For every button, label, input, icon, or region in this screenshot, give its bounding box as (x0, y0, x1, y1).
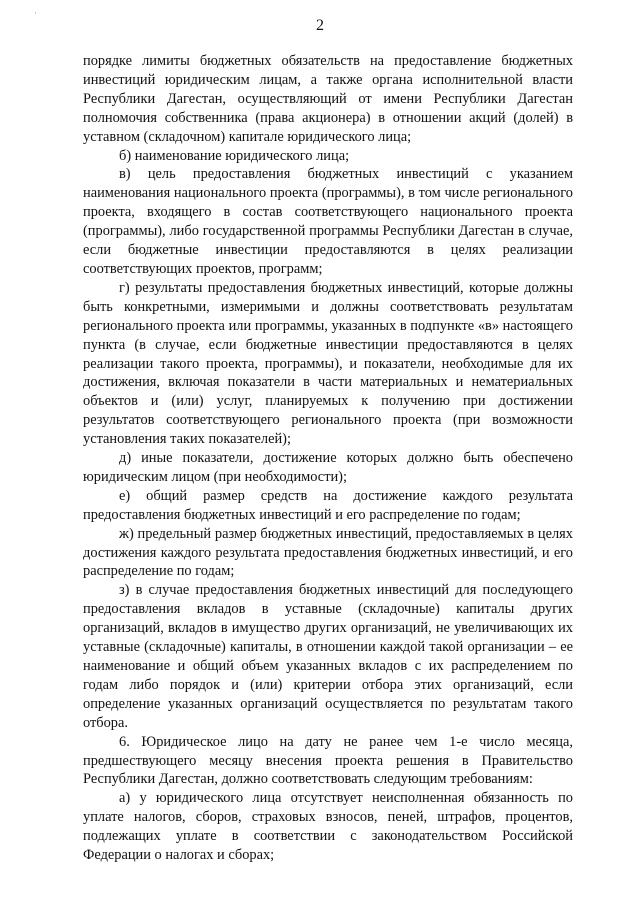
paragraph: з) в случае предоставления бюджетных инвестиций для последующего предоставления вкладов в уставные (складочные) капиталы других организаций, вкладов в имущество других организаций, не увеличивающих их уставные (складочные) капиталы, в отношении каждой такой организации – ее наименование и общий объем указанных вкладов с их распределением по годам либо порядок и (или) критерии отбора этих организаций, если определение указанных организаций осуществляется по результатам такого отбора. (83, 582, 573, 731)
paragraph: 6. Юридическое лицо на дату не ранее чем 1-е число месяца, предшествующего месяцу внесения проекта решения в Правительство Республики Дагестан, должно соответствовать следующим требованиям: (83, 733, 573, 788)
paragraph: д) иные показатели, достижение которых должно быть обеспечено юридическим лицом (при необходимости); (83, 450, 573, 485)
paragraph: е) общий размер средств на достижение каждого результата предоставления бюджетных инвестиций и его распределение по годам; (83, 487, 573, 523)
paragraph: ж) предельный размер бюджетных инвестиций, предоставляемых в целях достижения каждого результата предоставления бюджетных инвестиций, и его распределение по годам; (83, 525, 573, 580)
paragraph: б) наименование юридического лица; (119, 147, 350, 164)
paragraph: г) результаты предоставления бюджетных инвестиций, которые должны быть конкретными, измеримыми и должны соответствовать результатам регионального проекта или программы, указанных в подпункте «в» настоящего пункта (в случае, если бюджетные инвестиции предоставляются в целях реализации такого проекта, программы), и показатели, необходимые для их достижения, включая показатели в части материальных и нематериальных объектов и (или) услуг, планируемых к получению при достижении результатов соответствующего регионального проекта (при возможности установления таких показателей); (83, 279, 573, 448)
paragraph: а) у юридического лица отсутствует неисполненная обязанность по уплате налогов, сборов, страховых взносов, пеней, штрафов, процентов, подлежащих уплате в соответствии с законодательством Российской Федерации о налогах и сборах; (83, 790, 573, 864)
page-number: 2 (316, 17, 324, 34)
paragraph: в) цель предоставления бюджетных инвестиций с указанием наименования национального проекта (программы), в том числе регионального проекта, входящего в состав соответствующего национального проекта (программы), либо государственной программы Республики Дагестан в случае, если бюджетные инвестиции предоставляются в целях реализации соответствующих проектов, программ; (83, 166, 573, 277)
paragraph: порядке лимиты бюджетных обязательств на предоставление бюджетных инвестиций юридическим лицам, а также органа исполнительной власти Республики Дагестан, осуществляющий от имени Республики Дагестан полномочия собственника (права акционера) в отношении акций (долей) в уставном (складочном) капитале юридического лица; (83, 53, 573, 145)
body-text (83, 52, 573, 865)
corner-mark: · (34, 8, 37, 18)
